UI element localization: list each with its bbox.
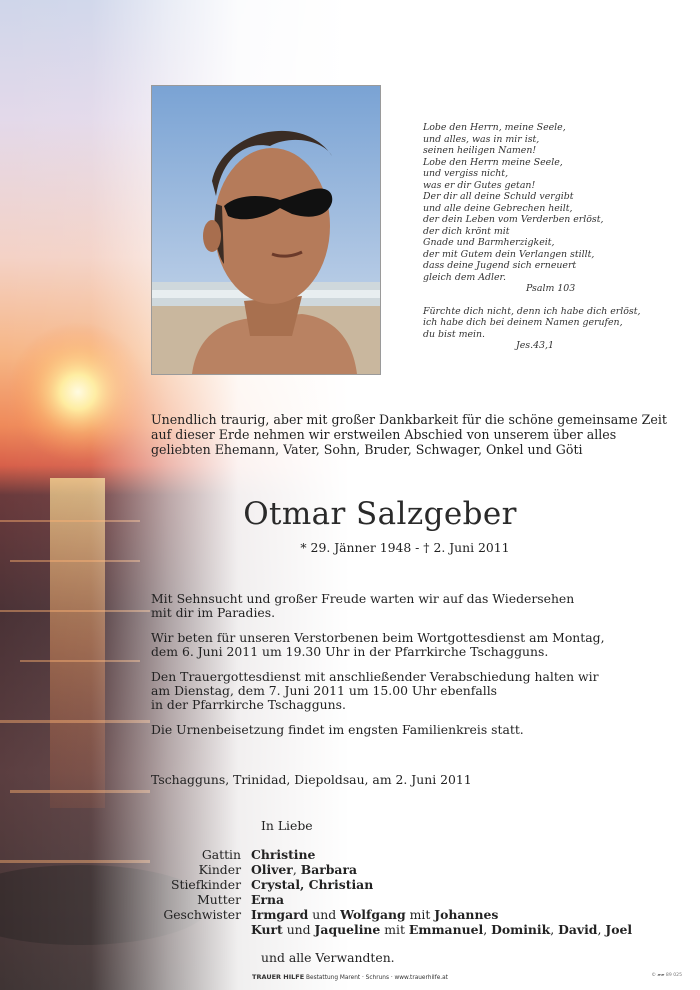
intro-line: geliebten Ehemann, Vater, Sohn, Bruder, Schwager, Onkel und Göti: [151, 442, 583, 457]
place-date: Tschagguns, Trinidad, Diepoldsau, am 2. Juni 2011: [151, 772, 472, 787]
intro-text: [151, 412, 671, 457]
in-liebe: In Liebe: [261, 818, 313, 833]
message-line: am Dienstag, dem 7. Juni 2011 um 15.00 Uhr ebenfalls: [151, 683, 498, 699]
message-line: Wir beten für unseren Verstorbenen beim Wortgottesdienst am Montag,: [151, 629, 605, 645]
message-line: dem 6. Juni 2011 um 19.30 Uhr in der Pfarrkirche Tschagguns.: [151, 644, 549, 660]
family-row-gattin: [140, 847, 632, 862]
separator: ,: [550, 922, 559, 937]
footer-code: © ▰▰ 89 025: [651, 973, 682, 978]
family-name: Johannes: [434, 907, 499, 922]
family-label: Gattin: [201, 847, 241, 862]
psalm-line: und vergiss nicht,: [423, 168, 509, 179]
psalm-line: Gnade und Barmherzigkeit,: [423, 237, 555, 248]
psalm-line: der mit Gutem dein Verlangen stillt,: [423, 248, 595, 260]
isaiah-line: Fürchte dich nicht, denn ich habe dich erlöst,: [423, 305, 641, 317]
psalm-line: was er dir Gutes getan!: [423, 179, 536, 191]
message-line: Die Urnenbeisetzung findet im engsten Familienkreis statt.: [151, 721, 524, 737]
isaiah-reference: Jes.43,1: [516, 340, 554, 351]
message-paragraph: [151, 631, 671, 660]
family-row-kinder: [140, 862, 632, 877]
footer: [0, 973, 700, 981]
family-name: Emmanuel: [408, 922, 484, 937]
family-row-geschwister: [140, 907, 632, 922]
psalm-line: gleich dem Adler.: [423, 271, 506, 283]
separator: ,: [483, 922, 492, 937]
relatives-line: und alle Verwandten.: [261, 950, 395, 965]
family-name: Kurt: [251, 922, 283, 937]
connector: und: [282, 922, 315, 937]
family-name: Crystal, Christian: [251, 877, 374, 892]
connector: und: [308, 907, 341, 922]
separator: ,: [597, 922, 606, 937]
message-paragraph: [151, 592, 671, 621]
psalm-line: Lobe den Herrn meine Seele,: [423, 156, 563, 168]
family-name: Oliver: [251, 862, 293, 877]
family-name: Erna: [251, 892, 285, 907]
isaiah-line: du bist mein.: [423, 328, 486, 340]
psalm-line: der dein Leben vom Verderben erlöst,: [423, 214, 604, 225]
connector: mit: [405, 907, 435, 922]
message-line: in der Pfarrkirche Tschagguns.: [151, 697, 346, 713]
intro-line: auf dieser Erde nehmen wir erstweilen Abschied von unserem über alles: [151, 427, 617, 442]
message-line: Den Trauergottesdienst mit anschließender Verabschiedung halten wir: [151, 668, 599, 684]
family-name: Dominik: [491, 922, 551, 937]
message-line: Mit Sehnsucht und großer Freude warten wir auf das Wiedersehen: [151, 591, 575, 606]
service-announcements: [151, 592, 671, 747]
connector: mit: [380, 922, 409, 937]
portrait-photo: [151, 85, 381, 375]
family-name: Jaqueline: [314, 922, 381, 937]
footer-brand: TRAUER HILFE: [252, 973, 305, 981]
family-name: Barbara: [300, 862, 357, 877]
family-row-geschwister-2: [140, 922, 632, 937]
family-name: David: [558, 922, 598, 937]
family-row-stiefkinder: [140, 877, 632, 892]
psalm-line: und alles, was in mir ist,: [423, 133, 540, 145]
family-label: Geschwister: [163, 907, 241, 922]
family-label: Mutter: [197, 892, 241, 907]
family-label: Kinder: [198, 862, 241, 877]
family-list: [140, 847, 632, 937]
intro-line: Unendlich traurig, aber mit großer Dankbarkeit für die schöne gemeinsame Zeit: [151, 412, 667, 427]
family-name: Joel: [605, 922, 633, 937]
family-row-mutter: [140, 892, 632, 907]
psalm-line: und alle deine Gebrechen heilt,: [423, 202, 573, 214]
psalm-verse: [423, 122, 683, 352]
life-dates: * 29. Jänner 1948 - † 2. Juni 2011: [300, 540, 510, 555]
message-paragraph: [151, 670, 671, 713]
psalm-line: seinen heiligen Namen!: [423, 145, 537, 156]
family-name: Wolfgang: [340, 907, 406, 922]
family-name: Irmgard: [251, 907, 309, 922]
family-name: Christine: [251, 847, 316, 862]
psalm-line: Lobe den Herrn, meine Seele,: [423, 122, 566, 133]
psalm-line: dass deine Jugend sich erneuert: [423, 260, 577, 271]
isaiah-line: ich habe dich bei deinem Namen gerufen,: [423, 317, 623, 328]
message-paragraph: [151, 723, 671, 737]
deceased-name: Otmar Salzgeber: [243, 496, 517, 532]
family-label: Stiefkinder: [171, 877, 241, 892]
psalm-line: der dich krönt mit: [423, 225, 510, 237]
footer-text: Bestattung Marent · Schruns · www.trauerhilfe.at: [304, 975, 448, 981]
psalm-reference: Psalm 103: [526, 283, 576, 294]
message-line: mit dir im Paradies.: [151, 605, 276, 621]
psalm-line: Der dir all deine Schuld vergibt: [423, 191, 574, 202]
separator: ,: [292, 862, 301, 877]
